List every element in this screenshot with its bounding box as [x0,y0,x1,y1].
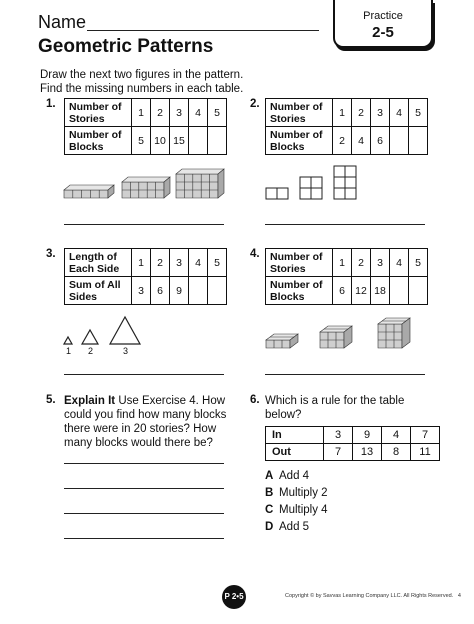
choice-letter: A [265,470,274,482]
exercise-4-block-figures [262,312,422,354]
cell: 5 [409,249,428,277]
cell: 4 [352,127,371,155]
cell: 4 [382,427,411,444]
cell: 7 [324,444,353,461]
exercise-5-text: Use Exercise 4. How could you find how many blocks there were in 20 stories? How many blocks would there be? [64,395,227,449]
exercise-3-table [64,248,227,305]
triangle-label: 3 [123,346,129,356]
cell: 5 [208,249,227,277]
choice-letter: B [265,487,274,499]
row-label: Number of Blocks [266,127,333,155]
cell: 10 [151,127,170,155]
answer-line[interactable] [64,513,224,514]
cell: 2 [352,249,371,277]
cell: 9 [170,277,189,305]
answer-line[interactable] [64,463,224,464]
cell: 4 [189,249,208,277]
page-number: 4 [457,593,461,599]
instructions [40,68,243,96]
answer-cell[interactable] [189,127,208,155]
answer-cell[interactable] [390,277,409,305]
answer-line[interactable] [64,538,224,539]
cell: 4 [189,99,208,127]
cell: 9 [353,427,382,444]
instruction-line: Find the missing numbers in each table. [40,83,244,95]
answer-line[interactable] [265,374,425,375]
cell: 11 [411,444,440,461]
exercise-1-block-figures [60,164,230,204]
cell: 3 [170,249,189,277]
cell: 18 [371,277,390,305]
practice-badge [333,0,433,48]
cell: 1 [132,99,151,127]
cell: 8 [382,444,411,461]
practice-number: 2-5 [372,24,394,41]
cell: 15 [170,127,189,155]
row-label: Number of Blocks [65,127,132,155]
cell: 3 [170,99,189,127]
row-label: Number of Blocks [266,277,333,305]
triangle-label: 2 [88,346,94,356]
cell: 6 [151,277,170,305]
row-label: Sum of All Sides [65,277,132,305]
cell: 5 [409,99,428,127]
exercise-6-number: 6. [250,394,260,406]
row-label: Number of Stories [65,99,132,127]
cell: 4 [390,249,409,277]
cell: 6 [371,127,390,155]
cell: 13 [353,444,382,461]
choice-letter: D [265,521,274,533]
exercise-3-number: 3. [46,248,56,260]
answer-line[interactable] [64,374,224,375]
row-label: Number of Stories [266,99,333,127]
answer-cell[interactable] [208,127,227,155]
cell: 2 [352,99,371,127]
cell: 5 [208,99,227,127]
exercise-4-number: 4. [250,248,260,260]
cell: 3 [371,99,390,127]
cell: 7 [411,427,440,444]
answer-cell[interactable] [208,277,227,305]
choice-c[interactable] [265,504,328,516]
answer-cell[interactable] [189,277,208,305]
cell: 5 [132,127,151,155]
instruction-line: Draw the next two figures in the pattern. [40,69,244,81]
page-badge: P 2•5 [222,585,246,609]
exercise-6-question: Which is a rule for the table below? [265,395,405,421]
choice-text: Multiply 4 [279,504,328,516]
answer-cell[interactable] [409,127,428,155]
page-title: Geometric Patterns [38,36,214,57]
answer-line[interactable] [64,224,224,225]
cell: 1 [132,249,151,277]
choice-d[interactable] [265,521,309,533]
practice-label: Practice [363,10,403,22]
exercise-4-table [265,248,428,305]
cell: 12 [352,277,371,305]
explain-it-label: Explain It [64,395,116,407]
cell: 3 [324,427,353,444]
cell: 2 [151,249,170,277]
cell: 1 [333,99,352,127]
cell: 6 [333,277,352,305]
exercise-1-number: 1. [46,98,56,110]
cell: 3 [132,277,151,305]
copyright-notice: Copyright © by Savvas Learning Company LLC. All Rights Reserved. [285,593,454,599]
exercise-6-table [265,426,440,461]
choice-text: Multiply 2 [279,487,328,499]
cell: 2 [151,99,170,127]
exercise-2-square-figures [262,164,372,206]
copyright-text [285,593,461,599]
exercise-5-number: 5. [46,394,56,406]
exercise-5-question [64,394,234,450]
cell: 3 [371,249,390,277]
exercise-2-table [265,98,428,155]
cell: 1 [333,249,352,277]
answer-cell[interactable] [409,277,428,305]
choice-text: Add 5 [279,521,310,533]
choice-letter: C [265,504,274,516]
choice-a[interactable] [265,470,309,482]
answer-line[interactable] [64,488,224,489]
cell: 2 [333,127,352,155]
answer-cell[interactable] [390,127,409,155]
exercise-2-number: 2. [250,98,260,110]
answer-line[interactable] [265,224,425,225]
row-label: Number of Stories [266,249,333,277]
row-label: Length of Each Side [65,249,132,277]
out-label: Out [266,444,324,461]
cell: 4 [390,99,409,127]
choice-b[interactable] [265,487,328,499]
name-line[interactable] [87,30,319,31]
exercise-1-table [64,98,227,155]
exercise-3-triangle-figures [60,314,150,346]
in-label: In [266,427,324,444]
triangle-label: 1 [66,346,72,356]
name-label: Name [38,12,87,32]
choice-text: Add 4 [279,470,310,482]
